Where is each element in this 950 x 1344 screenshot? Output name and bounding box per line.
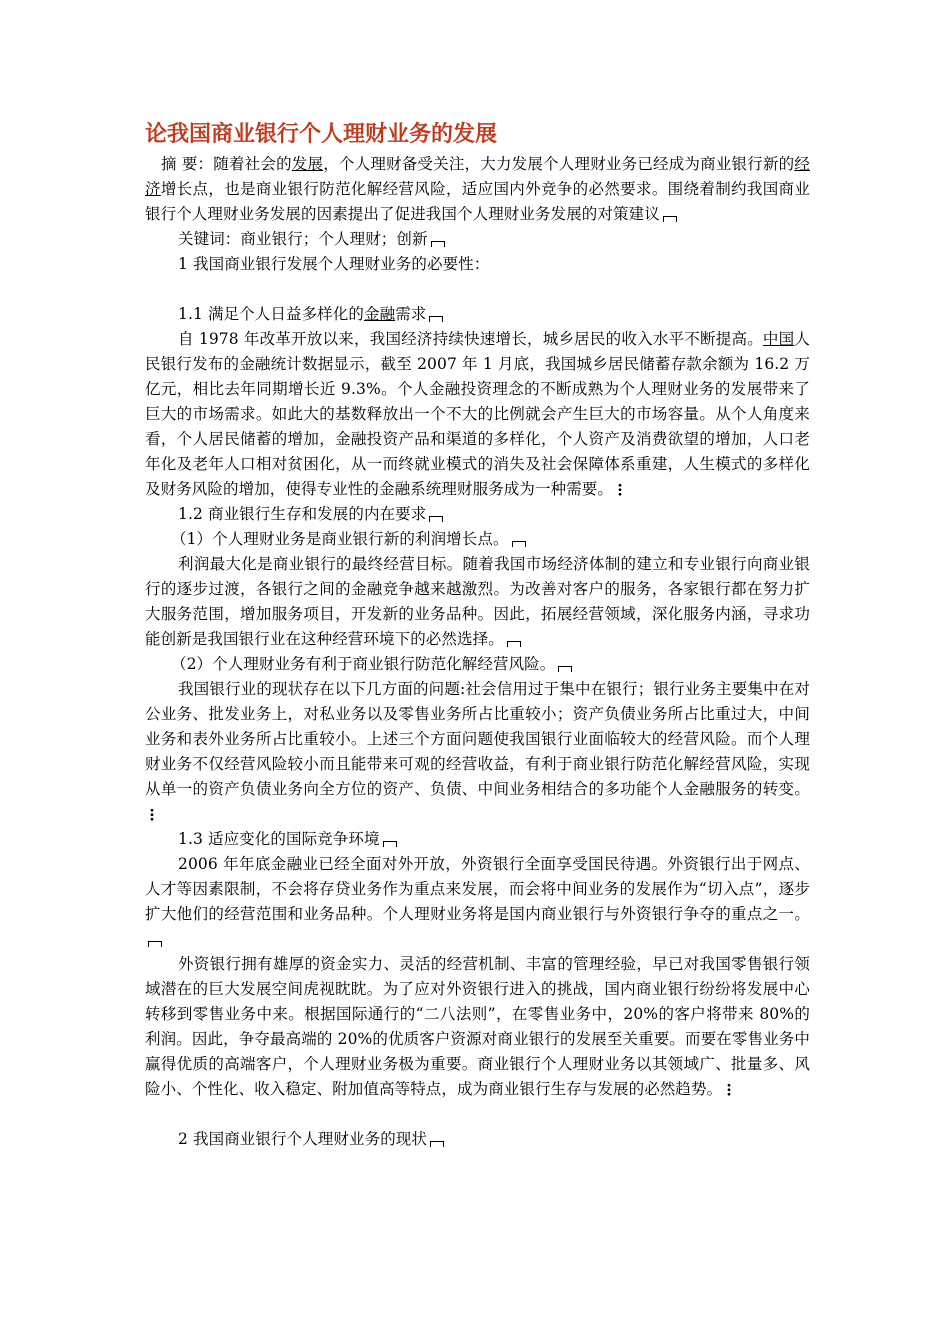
- paragraph-mark: [726, 1083, 732, 1096]
- section-1-2-para-2-text: 我国银行业的现状存在以下几方面的问题:社会信用过于集中在银行；银行业务主要集中在对公业务、批发业务上，对私业务以及零售业务所占比重较小；资产负债业务所占比重过大，中间业务和表外业务所占比重较小。上述三个方面问题使我国银行业面临较大的经营风险。而个人理财业务不仅经营风险较小而且能带来可观的经营收益，有利于商业银行防范化解经营风险，实现从单一的资产负债业务向全方位的资产、负债、中间业务相结合的多功能个人金融服务的转变。: [145, 680, 810, 798]
- section-1-2-heading-text: 1.2 商业银行生存和发展的内在要求: [178, 505, 427, 523]
- line-break-mark: [663, 216, 677, 222]
- link-china[interactable]: 中国: [762, 330, 795, 348]
- section-1-heading-text: 1 我国商业银行发展个人理财业务的必要性：: [178, 255, 490, 273]
- abstract-text-3: 增长点，也是商业银行防范化解经营风险，适应国内外竞争的必然要求。围绕着制约我国商业银行个人理财业务发展的因素提出了促进我国个人理财业务发展的对策建议: [145, 180, 810, 223]
- section-1-1-para-pre: 自 1978 年改革开放以来，我国经济持续快速增长，城乡居民的收入水平不断提高。: [178, 330, 763, 348]
- keywords-line: [145, 227, 810, 252]
- section-1-1-heading: [145, 302, 810, 327]
- line-break-mark: [512, 541, 526, 547]
- keywords-text: 关键词：商业银行；个人理财；创新: [178, 230, 428, 248]
- blank-line: [145, 277, 810, 302]
- section-1-3-heading: [145, 827, 810, 852]
- link-economy[interactable]: 经济: [145, 155, 810, 198]
- line-break-mark: [431, 241, 445, 247]
- section-1-heading: [145, 252, 810, 277]
- section-1-2-para-1-text: 利润最大化是商业银行的最终经营目标。随着我国市场经济体制的建立和专业银行向商业银行的逐步过渡，各银行之间的金融竞争越来越激烈。为改善对客户的服务，各家银行都在努力扩大服务范围，增加服务项目，开发新的业务品种。因此，拓展经营领域，深化服务内涵，寻求功能创新是我国银行业在这种经营环境下的必然选择。: [145, 555, 810, 648]
- abstract-paragraph: [145, 152, 810, 227]
- line-break-mark: [429, 516, 443, 522]
- section-1-3-paragraph-2: [145, 952, 810, 1102]
- abstract-text-2: ，个人理财备受关注，大力发展个人理财业务已经成为商业银行新的: [323, 155, 795, 173]
- section-1-1-para-post: 人民银行发布的金融统计数据显示，截至 2007 年 1 月底，我国城乡居民储蓄存款余额为 16.2 万亿元，相比去年同期增长近 9.3%。个人金融投资理念的不断成熟为个人理财业务的发展带来了巨大的市场需求。如此大的基数释放出一个不大的比例就会产生巨大的市场容量。从个人角度来看，个人居民储蓄的增加，金融投资产品和渠道的多样化，个人资产及消费欲望的增加，人口老年化及老年人口相对贫困化，从一而终就业模式的消失及社会保障体系重建，人生模式的多样化及财务风险的增加，使得专业性的金融系统理财服务成为一种需要。: [145, 330, 810, 498]
- blank-line: [145, 1102, 810, 1127]
- abstract-label: 摘 要：: [161, 155, 214, 173]
- section-1-1-heading-pre: 1.1 满足个人日益多样化的: [178, 305, 364, 323]
- section-1-2-sub-2: [145, 652, 810, 677]
- section-1-2-sub-2-text: （2）个人理财业务有利于商业银行防范化解经营风险。: [171, 655, 556, 673]
- section-1-3-heading-text: 1.3 适应变化的国际竞争环境: [178, 830, 380, 848]
- section-1-2-sub-1: [145, 527, 810, 552]
- section-1-2-sub-1-text: （1）个人理财业务是商业银行新的利润增长点。: [171, 530, 509, 548]
- paragraph-mark: [149, 808, 155, 821]
- paragraph-mark: [617, 483, 623, 496]
- line-break-mark: [430, 1141, 444, 1147]
- document-page: [145, 118, 810, 1152]
- section-2-heading: [145, 1127, 810, 1152]
- link-finance[interactable]: 金融: [363, 305, 396, 323]
- section-1-1-heading-post: 需求: [395, 305, 427, 323]
- line-break-mark: [507, 641, 521, 647]
- line-break-mark: [429, 316, 443, 322]
- line-break-mark: [558, 666, 572, 672]
- line-break-mark: [383, 841, 397, 847]
- section-1-2-heading: [145, 502, 810, 527]
- section-1-2-paragraph-1: [145, 552, 810, 652]
- link-development[interactable]: 发展: [291, 155, 324, 173]
- section-2-heading-text: 2 我国商业银行个人理财业务的现状: [178, 1130, 427, 1148]
- line-break-mark: [148, 941, 162, 947]
- section-1-3-para-2-text: 外资银行拥有雄厚的资金实力、灵活的经营机制、丰富的管理经验，早已对我国零售银行领域潜在的巨大发展空间虎视眈眈。为了应对外资银行进入的挑战，国内商业银行纷纷将发展中心转移到零售业务中来。根据国际通行的“二八法则”，在零售业务中，20%的客户将带来 80%的利润。因此，争夺最高端的 20%的优质客户资源对商业银行的发展至关重要。而要在零售业务中赢得优质的高端客户，个人理财业务极为重要。商业银行个人理财业务以其领域广、批量多、风险小、个性化、收入稳定、附加值高等特点，成为商业银行生存与发展的必然趋势。: [145, 955, 810, 1098]
- section-1-3-paragraph-1: [145, 852, 810, 952]
- section-1-1-paragraph: [145, 327, 810, 502]
- section-1-2-paragraph-2: [145, 677, 810, 827]
- document-title: 论我国商业银行个人理财业务的发展: [145, 122, 498, 147]
- section-1-3-para-1-text: 2006 年年底金融业已经全面对外开放，外资银行全面享受国民待遇。外资银行出于网点、人才等因素限制，不会将存贷业务作为重点来发展，而会将中间业务的发展作为“切入点”，逐步扩大他们的经营范围和业务品种。个人理财业务将是国内商业银行与外资银行争夺的重点之一。: [145, 855, 810, 923]
- abstract-text-1: 随着社会的: [213, 155, 292, 173]
